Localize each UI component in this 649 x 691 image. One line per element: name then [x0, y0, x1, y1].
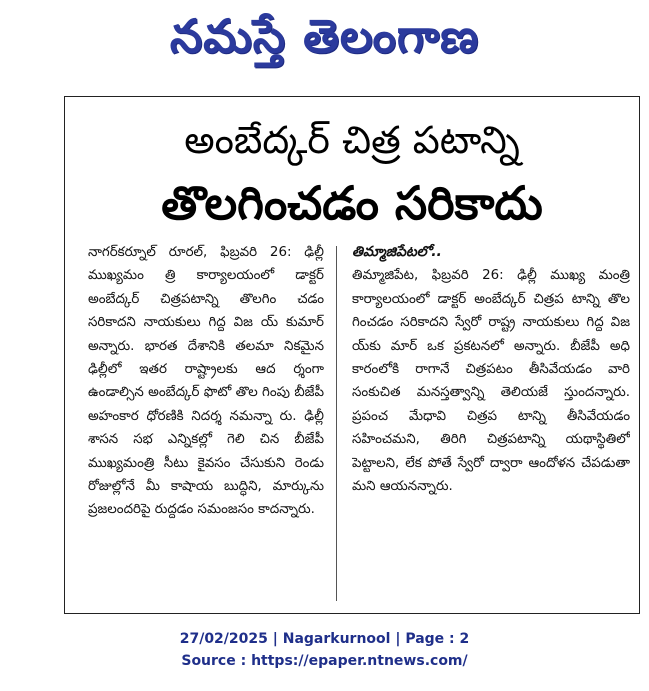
footer-date-edition: 27/02/2025 | Nagarkurnool | Page : 2	[179, 631, 470, 647]
headline-line-1: అంబేద్కర్ చిత్ర పటాన్ని	[184, 118, 520, 162]
right-column-text: తిమ్మాజిపేట, ఫిబ్రవరి 26: ఢిల్లీ ముఖ్య మంత్రి కార్యాలయంలో డాక్టర్ అంబేద్కర్ చిత్రప టాన్ని తొల గించడం సరికాదని స్వేరో రాష్ట్ర నాయకులు గిద్ద విజ య్‌కు మార్ ఒక ప్రకటనలో అన్నారు. బీజేపీ అధి కారంలోకి రాగానే చిత్రపటం తీసివేయడం వారి సంకుచిత మనస్తత్వాన్ని తెలియజే స్తుందన్నారు. ప్రపంచ మేధావి చిత్రప టాన్ని తీసివేయడం సహించమని, తిరిగి చిత్రపటాన్ని యథాస్థితిలో పెట్టాలని, లేక పోతే స్వేరో ద్వారా ఆందోళన చేపడుతా మని ఆయనన్నారు.	[352, 268, 630, 495]
newspaper-masthead	[0, 6, 649, 78]
article-right-column	[352, 241, 630, 611]
left-column-text: నాగర్‌కర్నూల్ రూరల్, ఫిబ్రవరి 26: ఢిల్లీ ముఖ్యమం త్రి కార్యాలయంలో డాక్టర్ అంబేద్కర్ చిత్రపటాన్ని తొలగిం చడం సరికాదని నాయకులు గిద్ద విజ య్ కుమార్ అన్నారు. భారత దేశానికి తలమా నికమైన ఢిల్లీలో ఇతర రాష్ట్రాలకు ఆద ర్శంగా ఉండాల్సిన అంబేద్కర్ ఫొటో తొల గింపు బీజేపీ అహంకార ధోరణికి నిదర్శ నమన్నా రు. ఢిల్లీ శాసన సభ ఎన్నికల్లో గెలి చిన బీజేపీ ముఖ్యమంత్రి సీటు కైవసం చేసుకుని రెండు రోజుల్లోనే మీ కాషాయ బుద్ధిని, మార్కును ప్రజలందరిపై రుద్దడం సమంజసం కాదన్నారు.	[88, 245, 324, 518]
headline-line-2: తొలగించడం సరికాదు	[161, 176, 543, 230]
right-column-subhead: తిమ్మాజిపేటలో..	[352, 244, 442, 260]
column-divider	[336, 246, 337, 601]
article-left-column	[88, 241, 324, 611]
footer-source-link[interactable]: Source : https://epaper.ntnews.com/	[181, 653, 468, 669]
masthead-logo-text: నమస్తే తెలంగాణ	[169, 9, 480, 63]
